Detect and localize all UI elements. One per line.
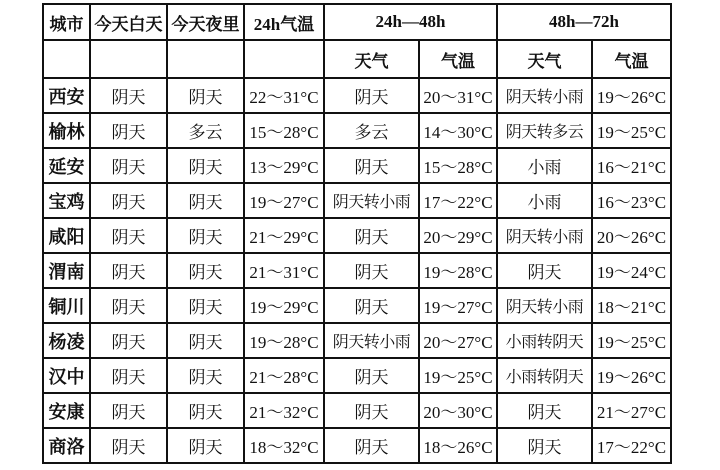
city-cell: 铜川 xyxy=(43,288,90,323)
today-night-cell: 阴天 xyxy=(167,183,244,218)
today-day-cell: 阴天 xyxy=(90,393,167,428)
today-night-cell: 阴天 xyxy=(167,428,244,463)
temp-48-cell: 17～22°C xyxy=(419,183,497,218)
today-night-cell: 阴天 xyxy=(167,253,244,288)
temp-72-cell: 19～26°C xyxy=(592,358,671,393)
header-range-48-72: 48h—72h xyxy=(497,4,671,40)
weather-48-cell: 阴天 xyxy=(324,148,419,183)
temp-48-cell: 20～31°C xyxy=(419,78,497,113)
today-day-cell: 阴天 xyxy=(90,428,167,463)
city-cell: 商洛 xyxy=(43,428,90,463)
temp-48-cell: 15～28°C xyxy=(419,148,497,183)
header-blank-city xyxy=(43,40,90,78)
temp-72-cell: 19～25°C xyxy=(592,113,671,148)
header-temp-72: 气温 xyxy=(592,40,671,78)
forecast-table xyxy=(42,3,672,464)
temp-48-cell: 20～30°C xyxy=(419,393,497,428)
city-cell: 咸阳 xyxy=(43,218,90,253)
city-cell: 渭南 xyxy=(43,253,90,288)
temp-48-cell: 19～27°C xyxy=(419,288,497,323)
temp-24h-cell: 21～31°C xyxy=(244,253,324,288)
table-row xyxy=(43,78,671,113)
temp-24h-cell: 18～32°C xyxy=(244,428,324,463)
today-night-cell: 阴天 xyxy=(167,393,244,428)
weather-72-cell: 阴天转多云 xyxy=(497,113,592,148)
temp-24h-cell: 21～29°C xyxy=(244,218,324,253)
city-cell: 安康 xyxy=(43,393,90,428)
weather-48-cell: 阴天 xyxy=(324,78,419,113)
header-blank-day xyxy=(90,40,167,78)
weather-48-cell: 多云 xyxy=(324,113,419,148)
temp-72-cell: 19～26°C xyxy=(592,78,671,113)
header-temp-24h: 24h气温 xyxy=(244,4,324,40)
temp-48-cell: 19～25°C xyxy=(419,358,497,393)
today-day-cell: 阴天 xyxy=(90,358,167,393)
today-day-cell: 阴天 xyxy=(90,183,167,218)
weather-72-cell: 小雨 xyxy=(497,148,592,183)
forecast-table-wrapper xyxy=(42,3,672,464)
temp-72-cell: 20～26°C xyxy=(592,218,671,253)
weather-48-cell: 阴天转小雨 xyxy=(324,183,419,218)
weather-48-cell: 阴天转小雨 xyxy=(324,323,419,358)
today-day-cell: 阴天 xyxy=(90,288,167,323)
temp-48-cell: 14～30°C xyxy=(419,113,497,148)
today-night-cell: 阴天 xyxy=(167,288,244,323)
today-night-cell: 阴天 xyxy=(167,218,244,253)
temp-48-cell: 18～26°C xyxy=(419,428,497,463)
weather-48-cell: 阴天 xyxy=(324,253,419,288)
weather-72-cell: 小雨转阴天 xyxy=(497,323,592,358)
city-cell: 榆林 xyxy=(43,113,90,148)
weather-48-cell: 阴天 xyxy=(324,288,419,323)
city-cell: 杨凌 xyxy=(43,323,90,358)
header-row-2 xyxy=(43,40,671,78)
weather-72-cell: 阴天转小雨 xyxy=(497,218,592,253)
table-row xyxy=(43,253,671,288)
header-blank-temp xyxy=(244,40,324,78)
weather-72-cell: 小雨 xyxy=(497,183,592,218)
temp-24h-cell: 21～28°C xyxy=(244,358,324,393)
temp-48-cell: 19～28°C xyxy=(419,253,497,288)
weather-72-cell: 阴天 xyxy=(497,253,592,288)
header-weather-72: 天气 xyxy=(497,40,592,78)
temp-48-cell: 20～27°C xyxy=(419,323,497,358)
today-night-cell: 阴天 xyxy=(167,78,244,113)
header-city: 城市 xyxy=(43,4,90,40)
today-day-cell: 阴天 xyxy=(90,113,167,148)
city-cell: 西安 xyxy=(43,78,90,113)
table-row xyxy=(43,323,671,358)
weather-72-cell: 阴天转小雨 xyxy=(497,288,592,323)
today-day-cell: 阴天 xyxy=(90,78,167,113)
city-cell: 宝鸡 xyxy=(43,183,90,218)
temp-72-cell: 21～27°C xyxy=(592,393,671,428)
table-row xyxy=(43,288,671,323)
city-cell: 延安 xyxy=(43,148,90,183)
today-night-cell: 多云 xyxy=(167,113,244,148)
table-row xyxy=(43,393,671,428)
header-blank-night xyxy=(167,40,244,78)
today-day-cell: 阴天 xyxy=(90,148,167,183)
weather-48-cell: 阴天 xyxy=(324,393,419,428)
temp-72-cell: 16～21°C xyxy=(592,148,671,183)
header-temp-48: 气温 xyxy=(419,40,497,78)
weather-72-cell: 阴天 xyxy=(497,428,592,463)
table-row xyxy=(43,183,671,218)
temp-24h-cell: 21～32°C xyxy=(244,393,324,428)
temp-24h-cell: 13～29°C xyxy=(244,148,324,183)
today-night-cell: 阴天 xyxy=(167,148,244,183)
temp-72-cell: 18～21°C xyxy=(592,288,671,323)
today-day-cell: 阴天 xyxy=(90,253,167,288)
weather-72-cell: 阴天 xyxy=(497,393,592,428)
table-row xyxy=(43,113,671,148)
today-night-cell: 阴天 xyxy=(167,358,244,393)
today-day-cell: 阴天 xyxy=(90,323,167,358)
today-day-cell: 阴天 xyxy=(90,218,167,253)
temp-24h-cell: 19～27°C xyxy=(244,183,324,218)
forecast-table-body xyxy=(43,4,671,463)
table-row xyxy=(43,148,671,183)
temp-24h-cell: 19～28°C xyxy=(244,323,324,358)
header-range-24-48: 24h—48h xyxy=(324,4,497,40)
table-row xyxy=(43,358,671,393)
weather-48-cell: 阴天 xyxy=(324,428,419,463)
temp-24h-cell: 19～29°C xyxy=(244,288,324,323)
weather-72-cell: 阴天转小雨 xyxy=(497,78,592,113)
temp-72-cell: 17～22°C xyxy=(592,428,671,463)
temp-72-cell: 19～24°C xyxy=(592,253,671,288)
header-row-1 xyxy=(43,4,671,40)
weather-48-cell: 阴天 xyxy=(324,218,419,253)
header-today-day: 今天白天 xyxy=(90,4,167,40)
temp-48-cell: 20～29°C xyxy=(419,218,497,253)
header-today-night: 今天夜里 xyxy=(167,4,244,40)
table-row xyxy=(43,428,671,463)
temp-72-cell: 19～25°C xyxy=(592,323,671,358)
city-cell: 汉中 xyxy=(43,358,90,393)
weather-48-cell: 阴天 xyxy=(324,358,419,393)
today-night-cell: 阴天 xyxy=(167,323,244,358)
weather-72-cell: 小雨转阴天 xyxy=(497,358,592,393)
temp-72-cell: 16～23°C xyxy=(592,183,671,218)
temp-24h-cell: 15～28°C xyxy=(244,113,324,148)
temp-24h-cell: 22～31°C xyxy=(244,78,324,113)
header-weather-48: 天气 xyxy=(324,40,419,78)
table-row xyxy=(43,218,671,253)
